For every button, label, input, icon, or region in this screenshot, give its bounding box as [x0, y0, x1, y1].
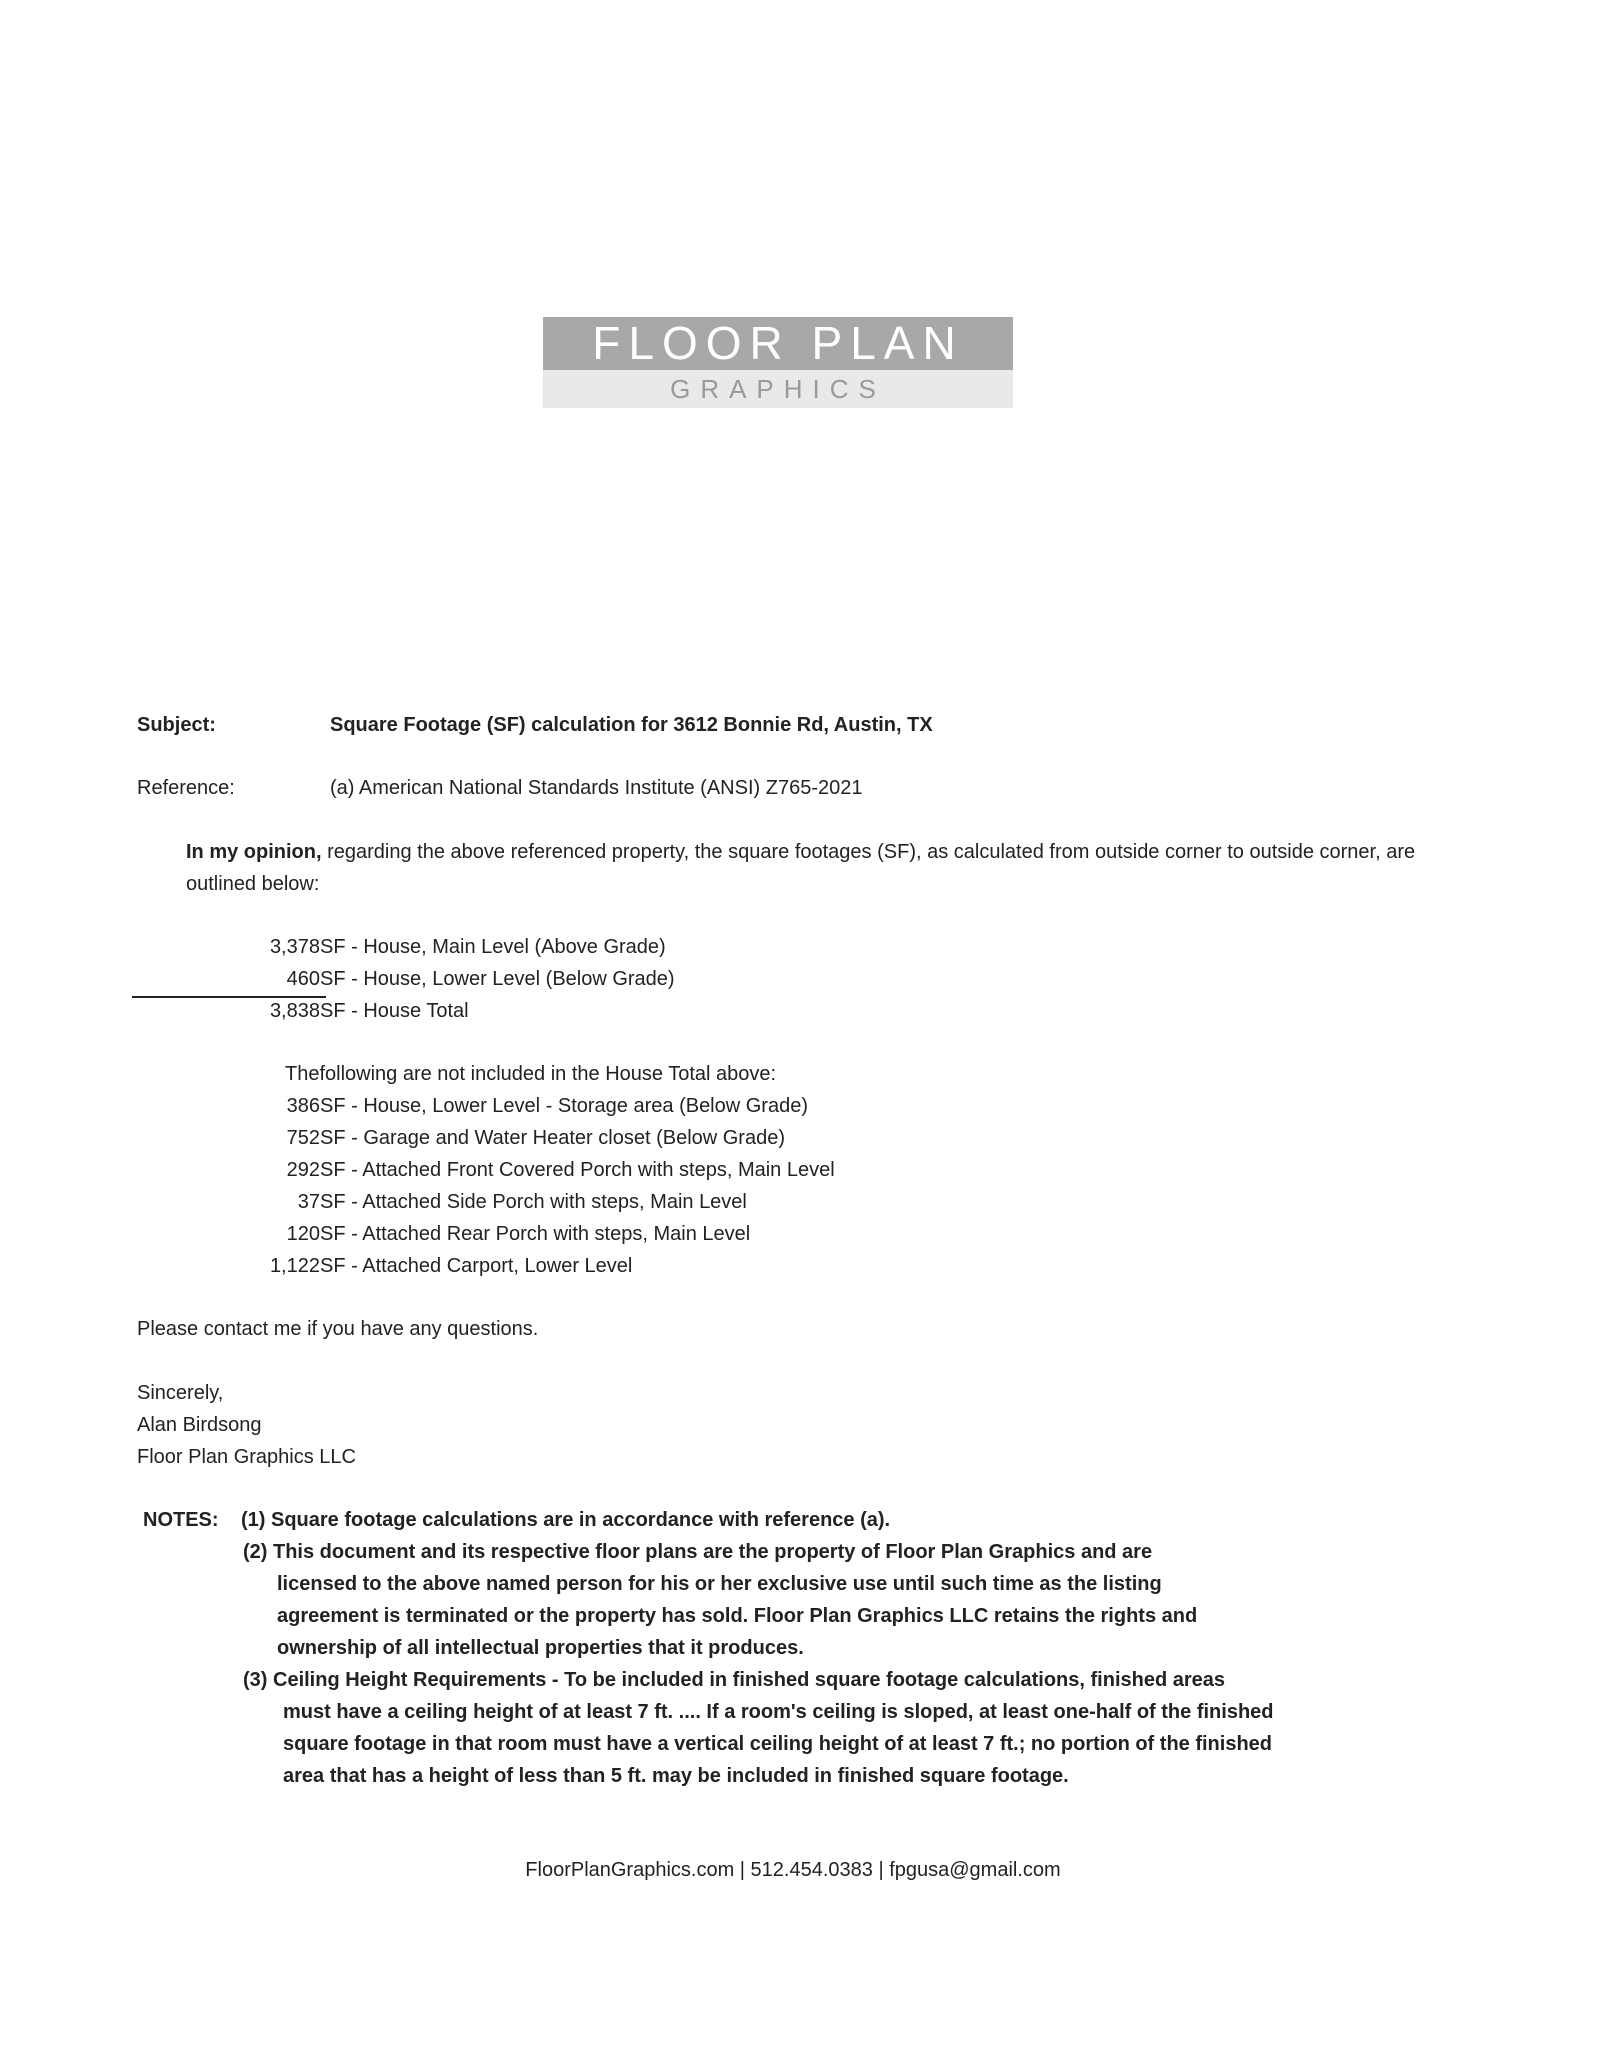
closing-salutation: Sincerely,: [137, 1382, 224, 1404]
reference-value: (a) American National Standards Institute (ANSI) Z765-2021: [330, 777, 863, 799]
note-3-line-1: (3) Ceiling Height Requirements - To be included in finished square footage calculations, finished areas: [243, 1669, 1226, 1691]
intro-lead: In my opinion,: [186, 841, 322, 863]
subject-value: Square Footage (SF) calculation for 3612 Bonnie Rd, Austin, TX: [330, 714, 933, 736]
excluded-item-6-desc: SF - Attached Carport, Lower Level: [320, 1255, 633, 1277]
notes-label: NOTES:: [143, 1509, 219, 1531]
note-3-line-3: square footage in that room must have a vertical ceiling height of at least 7 ft.; no portion of the finished: [283, 1733, 1273, 1755]
total-divider-line: [132, 996, 326, 998]
note-2-line-4: ownership of all intellectual properties that it produces.: [277, 1637, 804, 1659]
excluded-item-1-desc: SF - House, Lower Level - Storage area (Below Grade): [320, 1095, 808, 1117]
excluded-item-6-sf: 1,122: [269, 1255, 320, 1277]
house-total-sf: 3,838: [269, 1000, 320, 1022]
note-3-line-2: must have a ceiling height of at least 7 ft. .... If a room's ceiling is sloped, at least one-half of the finished: [283, 1701, 1274, 1723]
note-2-line-1: (2) This document and its respective floor plans are the property of Floor Plan Graphics and are: [243, 1541, 1153, 1563]
house-total-desc: SF - House Total: [320, 1000, 469, 1022]
excluded-item-3-desc: SF - Attached Front Covered Porch with steps, Main Level: [320, 1159, 835, 1181]
excluded-item-1-sf: 386: [286, 1095, 320, 1117]
subject-label: Subject:: [137, 714, 216, 736]
excluded-item-3-sf: 292: [286, 1159, 320, 1181]
excluded-item-2-sf: 752: [286, 1127, 320, 1149]
logo-line-2: GRAPHICS: [543, 370, 1013, 408]
house-item-2-desc: SF - House, Lower Level (Below Grade): [320, 968, 675, 990]
excluded-item-4-sf: 37: [297, 1191, 320, 1213]
intro-line-1-rest: regarding the above referenced property, the square footages (SF), as calculated from outside corner to outside corner, are: [327, 841, 1416, 863]
excluded-item-5-sf: 120: [286, 1223, 320, 1245]
reference-label: Reference:: [137, 777, 235, 799]
intro-line-2: outlined below:: [186, 873, 320, 895]
excluded-item-4-desc: SF - Attached Side Porch with steps, Main Level: [320, 1191, 747, 1213]
contact-line: Please contact me if you have any questions.: [137, 1318, 539, 1340]
note-1: (1) Square footage calculations are in accordance with reference (a).: [241, 1509, 891, 1531]
excluded-item-2-desc: SF - Garage and Water Heater closet (Below Grade): [320, 1127, 785, 1149]
note-2-line-2: licensed to the above named person for his or her exclusive use until such time as the listing: [277, 1573, 1162, 1595]
company-logo: [543, 317, 1013, 408]
excluded-heading: Thefollowing are not included in the House Total above:: [285, 1063, 777, 1085]
footer-contact: FloorPlanGraphics.com | 512.454.0383 | fpgusa@gmail.com: [525, 1859, 1061, 1881]
house-item-1-sf: 3,378: [269, 936, 320, 958]
signer-company: Floor Plan Graphics LLC: [137, 1446, 356, 1468]
note-2-line-3: agreement is terminated or the property has sold. Floor Plan Graphics LLC retains the rights and: [277, 1605, 1198, 1627]
intro-line-1: [186, 841, 1415, 864]
logo-line-1: FLOOR PLAN: [543, 317, 1013, 370]
excluded-item-5-desc: SF - Attached Rear Porch with steps, Main Level: [320, 1223, 751, 1245]
signer-name: Alan Birdsong: [137, 1414, 262, 1436]
house-item-2-sf: 460: [286, 968, 320, 990]
house-item-1-desc: SF - House, Main Level (Above Grade): [320, 936, 666, 958]
note-3-line-4: area that has a height of less than 5 ft. may be included in finished square footage.: [283, 1765, 1069, 1787]
